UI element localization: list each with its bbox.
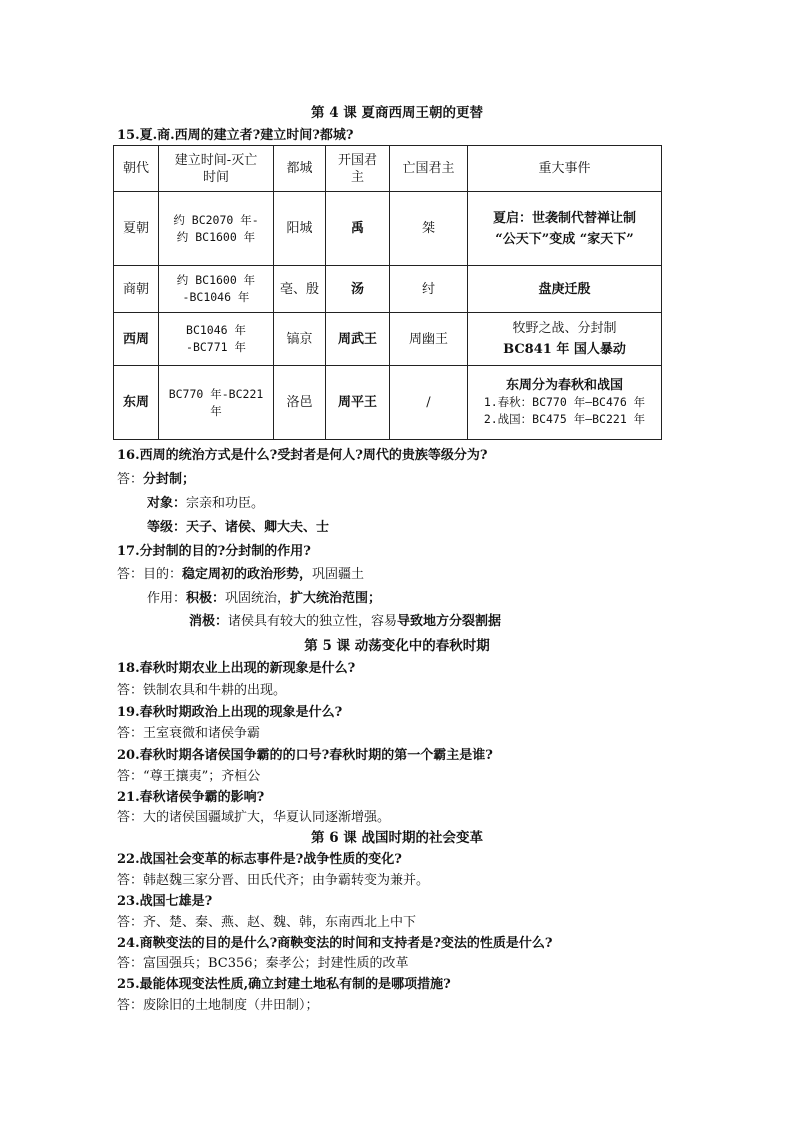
cell-last-ruler: 桀 [390, 192, 468, 266]
answer-17-line3: 消极：诸侯具有较大的独立性，容易导致地方分裂割据 [189, 614, 502, 629]
answer-21: 答：大的诸侯国疆域扩大，华夏认同逐渐增强。 [117, 810, 391, 825]
cell-dynasty: 夏朝 [114, 192, 159, 266]
question-21: 21.春秋诸侯争霸的影响? [117, 790, 265, 805]
header-last-ruler: 亡国君主 [390, 146, 468, 192]
table-row [114, 313, 662, 366]
answer-18: 答：铁制农具和牛耕的出现。 [117, 683, 287, 698]
answer-17-line1: 答：目的：稳定周初的政治形势，巩固疆土 [117, 567, 365, 582]
question-19: 19.春秋时期政治上出现的现象是什么? [117, 705, 343, 720]
answer-20: 答：“尊王攘夷”；齐桓公 [117, 769, 261, 784]
answer-19: 答：王室衰微和诸侯争霸 [117, 726, 261, 741]
answer-16-line3: 等级：天子、诸侯、卿大夫、士 [147, 520, 330, 535]
answer-16-line1: 答：分封制； [117, 472, 196, 487]
table-row [114, 192, 662, 266]
lesson4-title: 第 4 课 夏商西周王朝的更替 [311, 105, 483, 121]
lesson6-title: 第 6 课 战国时期的社会变革 [311, 830, 483, 846]
cell-last-ruler: 周幽王 [390, 313, 468, 366]
question-17: 17.分封制的目的?分封制的作用? [117, 544, 311, 559]
cell-founder: 周平王 [326, 366, 390, 440]
answer-23: 答：齐、楚、秦、燕、赵、魏、韩，东南西北上中下 [117, 915, 417, 930]
cell-time: BC770 年-BC221 年 [159, 366, 274, 440]
cell-founder: 汤 [326, 266, 390, 313]
question-16: 16.西周的统治方式是什么?受封者是何人?周代的贵族等级分为? [117, 448, 488, 463]
cell-dynasty: 西周 [114, 313, 159, 366]
question-20: 20.春秋时期各诸侯国争霸的的口号?春秋时期的第一个霸主是谁? [117, 748, 493, 763]
cell-dynasty: 商朝 [114, 266, 159, 313]
cell-time: 约 BC2070 年- 约 BC1600 年 [159, 192, 274, 266]
cell-capital: 镐京 [274, 313, 326, 366]
cell-capital: 洛邑 [274, 366, 326, 440]
cell-last-ruler: / [390, 366, 468, 440]
cell-founder: 禹 [326, 192, 390, 266]
cell-dynasty: 东周 [114, 366, 159, 440]
cell-events: 盘庚迁殷 [468, 266, 662, 313]
question-23: 23.战国七雄是? [117, 894, 213, 909]
answer-22: 答：韩赵魏三家分晋、田氏代齐；由争霸转变为兼并。 [117, 873, 430, 888]
answer-25: 答：废除旧的土地制度（井田制）； [117, 998, 319, 1013]
cell-capital: 阳城 [274, 192, 326, 266]
cell-time: 约 BC1600 年 -BC1046 年 [159, 266, 274, 313]
header-founder: 开国君 主 [326, 146, 390, 192]
table-row [114, 266, 662, 313]
table-row [114, 366, 662, 440]
cell-time: BC1046 年 -BC771 年 [159, 313, 274, 366]
cell-events: 夏启：世袭制代替禅让制 “公天下”变成 “家天下” [468, 192, 662, 266]
cell-capital: 亳、殷 [274, 266, 326, 313]
question-15: 15.夏.商.西周的建立者?建立时间?都城? [117, 128, 354, 143]
header-dynasty: 朝代 [114, 146, 159, 192]
question-25: 25.最能体现变法性质,确立封建土地私有制的是哪项措施? [117, 977, 451, 992]
answer-24: 答：富国强兵；BC356；秦孝公；封建性质的改革 [117, 956, 409, 971]
cell-events: 牧野之战、分封制 BC841 年 国人暴动 [468, 313, 662, 366]
cell-events: 东周分为春秋和战国 1.春秋：BC770 年—BC476 年 2.战国：BC475 年—BC221 年 [468, 366, 662, 440]
cell-last-ruler: 纣 [390, 266, 468, 313]
table-header-row [114, 146, 662, 192]
cell-founder: 周武王 [326, 313, 390, 366]
answer-16-line2: 对象：宗亲和功臣。 [147, 496, 265, 511]
header-capital: 都城 [274, 146, 326, 192]
question-24: 24.商鞅变法的目的是什么?商鞅变法的时间和支持者是?变法的性质是什么? [117, 936, 553, 951]
question-22: 22.战国社会变革的标志事件是?战争性质的变化? [117, 852, 402, 867]
dynasty-table [113, 145, 662, 440]
header-time: 建立时间-灭亡 时间 [159, 146, 274, 192]
header-events: 重大事件 [468, 146, 662, 192]
lesson5-title: 第 5 课 动荡变化中的春秋时期 [304, 638, 490, 654]
question-18: 18.春秋时期农业上出现的新现象是什么? [117, 661, 356, 676]
answer-17-line2: 作用：积极：巩固统治，扩大统治范围； [147, 591, 382, 606]
